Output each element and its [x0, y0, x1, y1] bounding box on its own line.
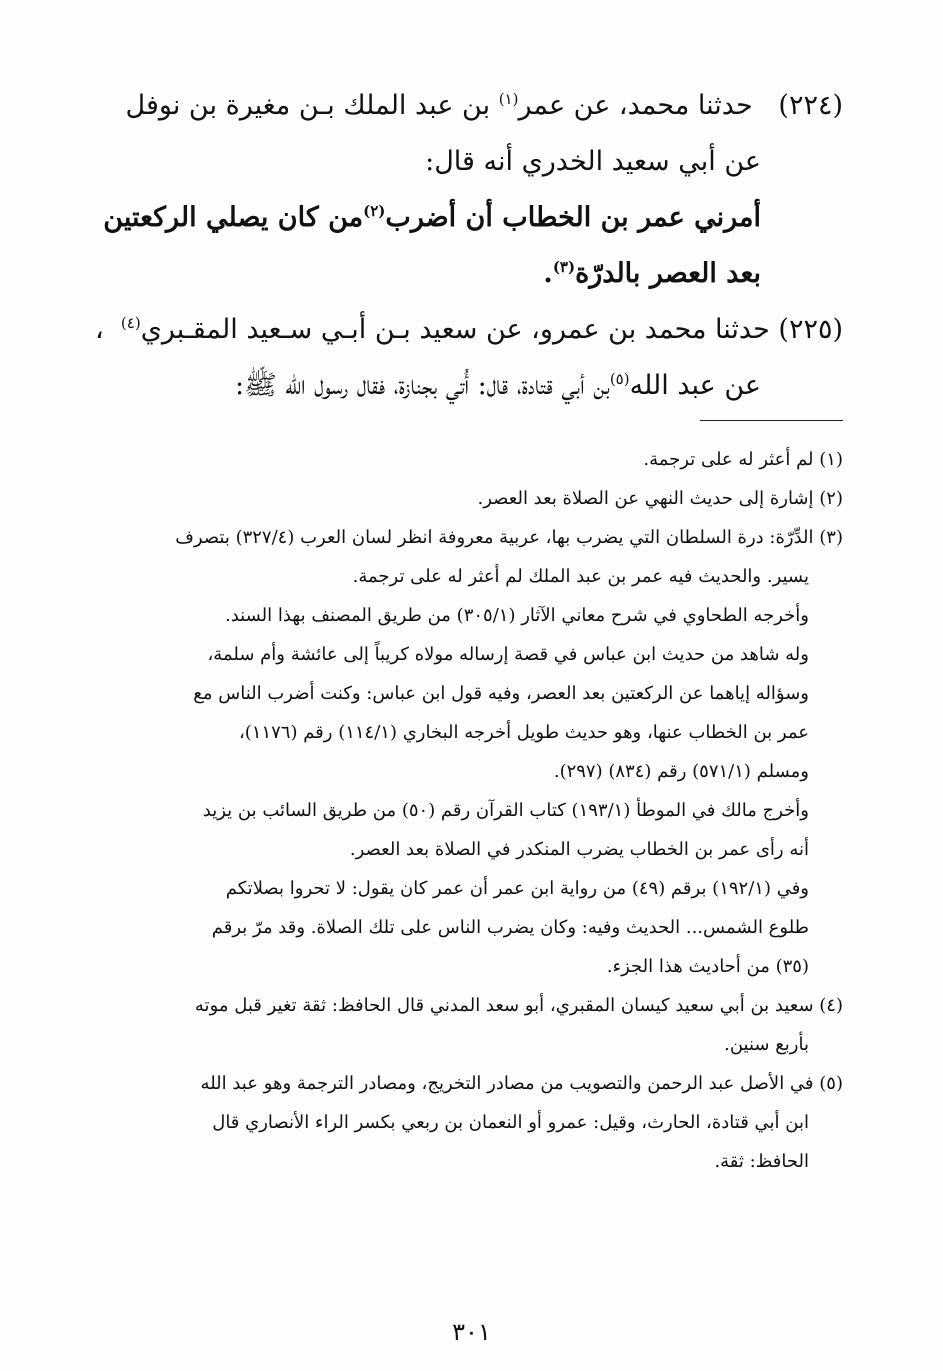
hadith-number: (٢٢٤)	[778, 90, 843, 121]
footnote-label: (٤)	[819, 995, 843, 1016]
text-line-bold: بعد العصر بالدرّة$^{(٣)}$.	[543, 258, 761, 289]
footnote-label: (٢)	[819, 488, 843, 509]
footnote-4: (٤) سعيد بن أبي سعيد كيسان المقبري، أبو سعد المدني قال الحافظ: ثقة تغير قبل موته بأربع سنين.	[194, 995, 843, 1055]
footnote-label: (٥)	[819, 1073, 843, 1094]
footnote-3: (٣) الدِّرّة: درة السلطان التي يضرب بها، عربية معروفة انظر لسان العرب (٣٢٧/٤) بتصرف يسير. والحديث فيه عمر بن عبد الملك لم أعثر له على ترجمة. وأخرجه الطحاوي في شرح معاني الآثار (٣٠٥/١) من طريق المصنف بهذا السند. وله شاهد من حديث ابن عباس في قصة إرساله مولاه كريباً إلى عائشة وأم سلمة، وسؤاله إياهما عن الركعتين بعد العصر، وفيه قول ابن عباس: وكنت أضرب الناس مع عمر بن الخطاب عنها، وهو حديث طويل أخرجه البخاري (١١٤/١) رقم (١١٧٦)، ومسلم (٥٧١/١) رقم (٨٣٤) (٢٩٧). وأخرج مالك في الموطأ (١٩٣/١) كتاب القرآن رقم (٥٠) من طريق السائب بن يزيد أنه رأى عمر بن الخطاب يضرب المنكدر في الصلاة بعد العصر. وفي (١٩٢/١) برقم (٤٩) من رواية ابن عمر أن عمر كان يقول: لا تحروا بصلاتكم طلوع الشمس... الحديث وفيه: وكان يضرب الناس على تلك الصلاة. وقد مرّ برقم (٣٥) من أحاديث هذا الجزء.	[175, 527, 843, 977]
footnote-ref[interactable]: (٣)	[552, 258, 576, 276]
footnote-label: (٣)	[819, 527, 843, 548]
text-line: (٢٢٥) حدثنا محمد بن عمرو، عن سعيد بـن أبـي سـعيد المقـبري$^{(٤)}$ ،	[95, 314, 843, 345]
page-number: ٣٠١	[452, 1318, 491, 1346]
footnote-5: (٥) في الأصل عبد الرحمن والتصويب من مصادر التخريج، ومصادر الترجمة وهو عبد الله ابن أبي قتادة، الحارث، وقيل: عمرو أو النعمان بن ربعي بكسر الراء الأنصاري قال الحافظ: ثقة.	[200, 1073, 843, 1172]
text-line: عن عبد الله$^{(٥)}$بن أبي قتادة، قال: أُتي بجنازة، فقال رسول الله ﷺ:	[235, 370, 761, 401]
hadith-225	[95, 302, 843, 414]
text-line: عن أبي سعيد الخدري أنه قال:	[425, 146, 761, 177]
footnote-label: (١)	[819, 449, 843, 470]
footnotes	[100, 440, 843, 1181]
footnote-2: (٢) إشارة إلى حديث النهي عن الصلاة بعد العصر.	[477, 488, 843, 509]
hadith-number: (٢٢٥)	[778, 314, 843, 345]
text-line-bold: أمرني عمر بن الخطاب أن أضرب$^{(٢)}$من كان يصلي الركعتين	[103, 202, 761, 233]
footnote-ref[interactable]: (٥)	[609, 370, 630, 388]
text-line: (٢٢٤) حدثنا محمد، عن عمر$^{(١)}$ بن عبد الملك بـن مغيرة بن نوفل	[125, 90, 843, 121]
footnote-1: (١) لم أعثر له على ترجمة.	[643, 449, 843, 470]
footnote-separator	[700, 420, 843, 421]
footnote-ref[interactable]: (١)	[498, 90, 519, 108]
hadith-224	[100, 78, 843, 302]
main-text	[95, 78, 843, 414]
footnote-ref[interactable]: (٤)	[120, 314, 141, 332]
footnote-ref[interactable]: (٢)	[363, 202, 386, 220]
